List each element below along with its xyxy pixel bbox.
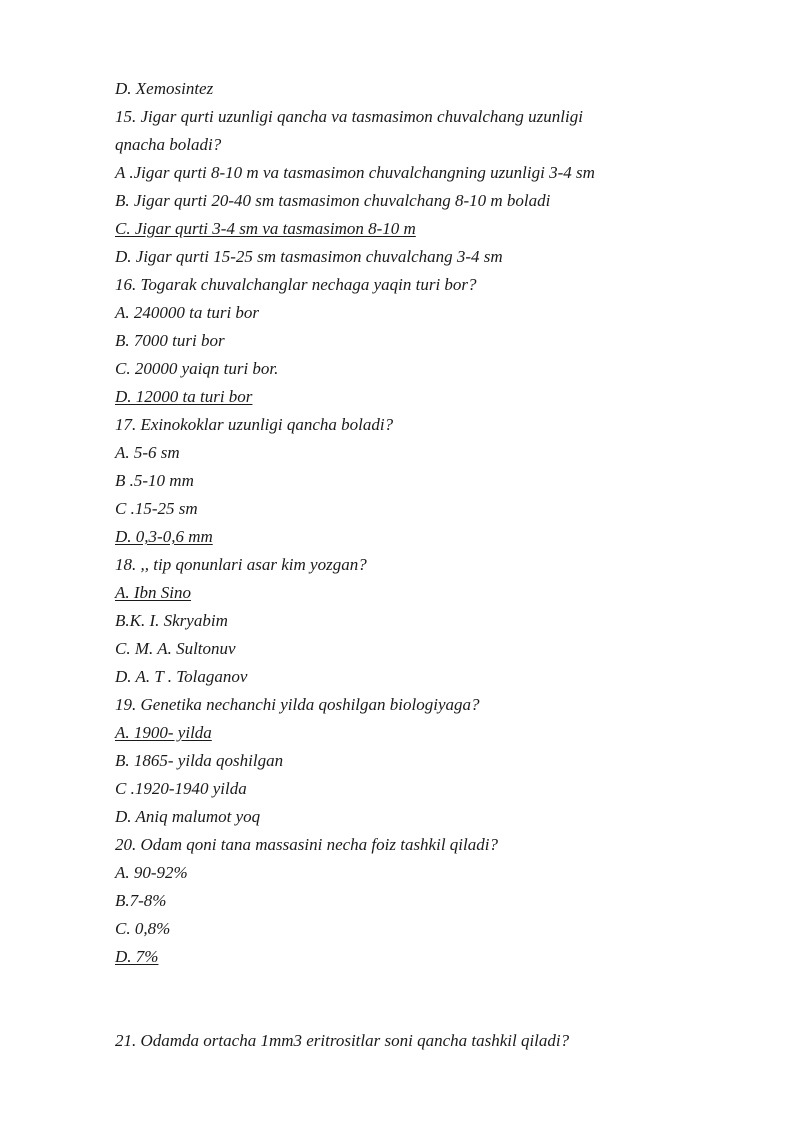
question-18-option-c: C. M. A. Sultonuv	[115, 639, 236, 658]
question-20: 20. Odam qoni tana massasini necha foiz tashkil qiladi?	[115, 835, 498, 854]
question-16-option-c: C. 20000 yaiqn turi bor.	[115, 359, 279, 378]
question-20-option-a: A. 90-92%	[115, 863, 188, 882]
question-17-option-c: C .15-25 sm	[115, 499, 198, 518]
question-15-option-a: A .Jigar qurti 8-10 m va tasmasimon chuvalchangning uzunligi 3-4 sm	[115, 163, 595, 182]
question-16-option-d-answer: D. 12000 ta turi bor	[115, 387, 253, 406]
question-19-option-d: D. Aniq malumot yoq	[115, 807, 261, 826]
line-option-d-14: D. Xemosintez	[115, 79, 214, 98]
question-17-option-a: A. 5-6 sm	[115, 443, 180, 462]
document-content	[115, 75, 675, 1055]
question-15-option-d: D. Jigar qurti 15-25 sm tasmasimon chuvalchang 3-4 sm	[115, 247, 503, 266]
question-19-option-a-answer: A. 1900- yilda	[115, 723, 212, 742]
question-17-option-d-answer: D. 0,3-0,6 mm	[115, 527, 213, 546]
question-20-option-b: B.7-8%	[115, 891, 167, 910]
question-16-option-b: B. 7000 turi bor	[115, 331, 225, 350]
question-15-line-2: qnacha boladi?	[115, 135, 222, 154]
question-15-option-b: B. Jigar qurti 20-40 sm tasmasimon chuvalchang 8-10 m boladi	[115, 191, 551, 210]
question-15-line-1: 15. Jigar qurti uzunligi qancha va tasmasimon chuvalchang uzunligi	[115, 107, 583, 126]
question-21: 21. Odamda ortacha 1mm3 eritrositlar soni qancha tashkil qiladi?	[115, 1031, 570, 1050]
question-19: 19. Genetika nechanchi yilda qoshilgan biologiyaga?	[115, 695, 480, 714]
question-20-option-d-answer: D. 7%	[115, 947, 159, 966]
blank-gap	[115, 971, 675, 1027]
question-19-option-c: C .1920-1940 yilda	[115, 779, 247, 798]
question-16: 16. Togarak chuvalchanglar nechaga yaqin turi bor?	[115, 275, 477, 294]
question-17: 17. Exinokoklar uzunligi qancha boladi?	[115, 415, 394, 434]
question-18: 18. ,, tip qonunlari asar kim yozgan?	[115, 555, 367, 574]
question-18-option-d: D. A. T . Tolaganov	[115, 667, 248, 686]
question-19-option-b: B. 1865- yilda qoshilgan	[115, 751, 284, 770]
question-15-option-c-answer: C. Jigar qurti 3-4 sm va tasmasimon 8-10 m	[115, 219, 416, 238]
question-20-option-c: C. 0,8%	[115, 919, 171, 938]
question-17-option-b: B .5-10 mm	[115, 471, 194, 490]
question-18-option-b: B.K. I. Skryabim	[115, 611, 228, 630]
question-16-option-a: A. 240000 ta turi bor	[115, 303, 260, 322]
question-18-option-a-answer: A. Ibn Sino	[115, 583, 192, 602]
